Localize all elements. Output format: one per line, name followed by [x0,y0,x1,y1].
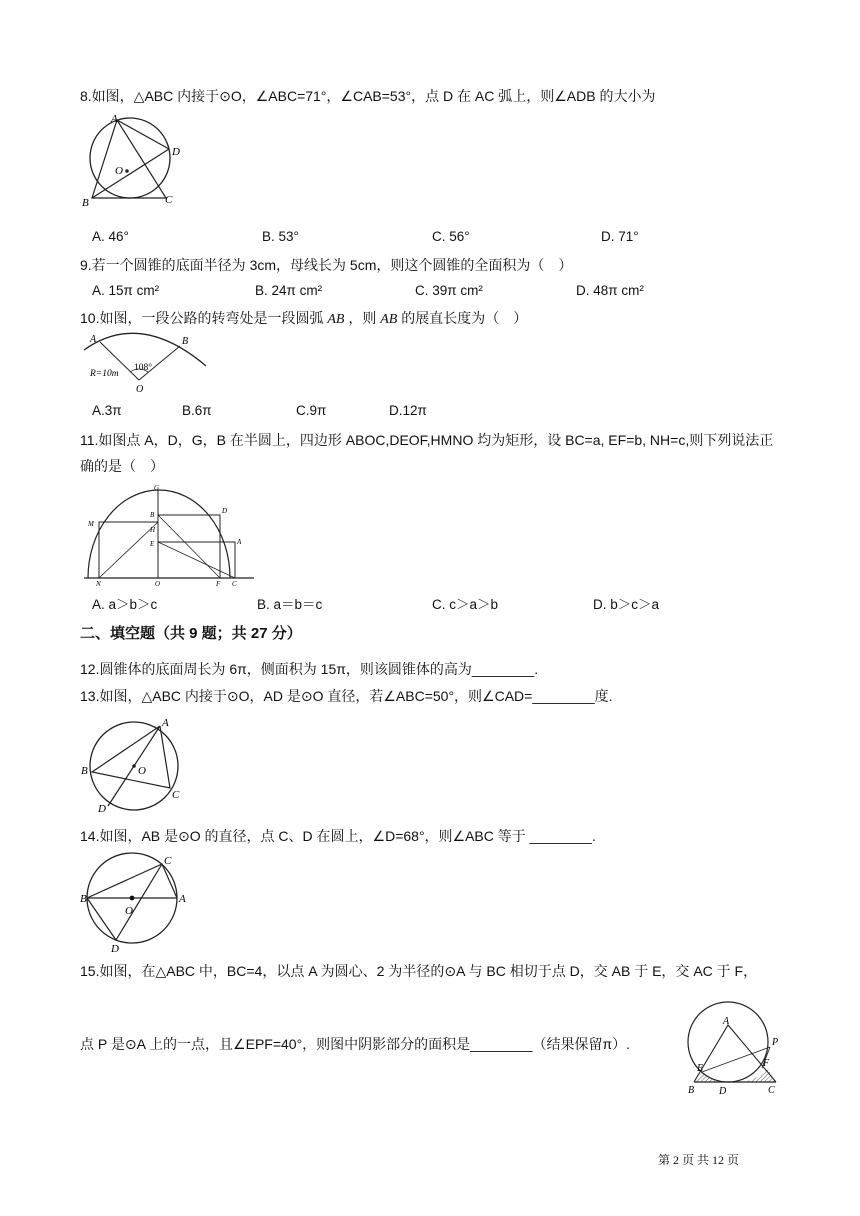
q10-arc-label-2: AB [380,312,398,327]
q11-text-line2: 确的是（ ） [80,458,164,474]
svg-text:O: O [125,905,133,917]
svg-text:C: C [768,1085,775,1096]
svg-text:O: O [115,165,123,177]
q8-text: 8.如图，△ABC 内接于⊙O，∠ABC=71°，∠CAB=53°，点 D 在 AC 弧上，则∠ADB 的大小为 [80,88,656,104]
svg-text:B: B [82,197,89,209]
q14-text: 14.如图，AB 是⊙O 的直径，点 C、D 在圆上，∠D=68°，则∠ABC 等于 ________. [80,828,596,844]
q15-text-line1: 15.如图，在△ABC 中，BC=4，以点 A 为圆心、2 为半径的⊙A 与 BC 相切于点 D，交 AB 于 E，交 AC 于 F， [80,963,758,979]
svg-text:G: G [154,484,160,492]
q9-option-a: A. 15π cm² [92,283,160,298]
q13-figure [80,710,190,815]
q13-text: 13.如图，△ABC 内接于⊙O，AD 是⊙O 直径，若∠ABC=50°，则∠CAD=________度. [80,688,613,704]
svg-text:C: C [165,194,173,206]
q8-option-b: B. 53° [262,229,299,244]
q11-text-line1: 11.如图点 A，D，G，B 在半圆上，四边形 ABOC,DEOF,HMNO 均为矩形，设 BC=a, EF=b, NH=c,则下列说法正 [80,432,774,448]
page-footer: 第 2 页 共 12 页 [658,1153,740,1167]
section-title: 二、填空题（共 9 题；共 27 分） [80,625,302,642]
svg-text:B: B [81,765,88,777]
q10-option-a: A.3π [92,403,122,418]
q10-option-d: D.12π [389,403,427,418]
svg-text:O: O [138,765,146,777]
q11-figure [84,484,254,586]
q11-option-b: B. a＝b＝c [257,597,323,612]
svg-text:M: M [88,520,94,528]
q15-text-line2: 点 P 是⊙A 上的一点，且∠EPF=40°，则图中阴影部分的面积是________（结果保留π）. [80,1036,631,1052]
svg-text:D: D [111,943,119,955]
svg-text:E: E [150,540,155,548]
svg-text:C: C [164,855,172,867]
q10-arc-label-1: AB [327,312,345,327]
svg-text:N: N [96,580,101,588]
svg-text:A: A [179,893,186,905]
svg-text:A: A [162,717,169,729]
svg-text:A: A [237,538,242,546]
svg-text:O: O [136,384,144,395]
q12-text: 12.圆锥体的底面周长为 6π，侧面积为 15π，则该圆锥体的高为________. [80,661,539,677]
q11-option-a: A. a＞b＞c [92,597,158,612]
q8-option-c: C. 56° [432,229,470,244]
q11-option-d: D. b＞c＞a [593,597,660,612]
q11-option-c: C. c＞a＞b [432,597,499,612]
svg-text:108°: 108° [134,363,153,373]
q8-option-d: D. 71° [601,229,639,244]
svg-text:R=10m: R=10m [90,369,119,379]
q10-text: 10.如图，一段公路的转弯处是一段圆弧 AB ，则 AB 的展直长度为（ ） [80,310,528,327]
svg-text:D: D [222,507,228,515]
q9-option-c: C. 39π cm² [415,283,483,298]
svg-text:F: F [216,580,221,588]
q8-figure [80,110,190,210]
q9-text: 9.若一个圆锥的底面半径为 3cm，母线长为 5cm，则这个圆锥的全面积为（ ） [80,257,573,273]
svg-text:D: D [719,1086,727,1097]
q15-figure [682,990,792,1096]
q8-option-a: A. 46° [92,229,129,244]
q9-option-b: B. 24π cm² [255,283,323,298]
svg-text:B: B [150,511,155,519]
svg-text:A: A [723,1016,730,1027]
svg-text:E: E [697,1063,704,1074]
svg-text:H: H [150,526,156,534]
q14-figure [80,850,200,955]
svg-text:A: A [90,334,97,345]
svg-text:D: D [172,146,180,158]
svg-text:P: P [772,1037,779,1048]
q10-option-b: B.6π [182,403,212,418]
q9-option-d: D. 48π cm² [576,283,644,298]
svg-text:D: D [98,803,106,815]
svg-text:C: C [232,580,237,588]
svg-text:B: B [80,893,87,905]
svg-text:O: O [155,580,161,588]
q10-option-c: C.9π [296,403,327,418]
svg-text:A: A [111,113,118,125]
svg-text:B: B [182,336,189,347]
svg-text:F: F [763,1058,770,1069]
svg-text:B: B [688,1085,695,1096]
q10-figure [84,332,214,396]
svg-text:C: C [172,789,180,801]
